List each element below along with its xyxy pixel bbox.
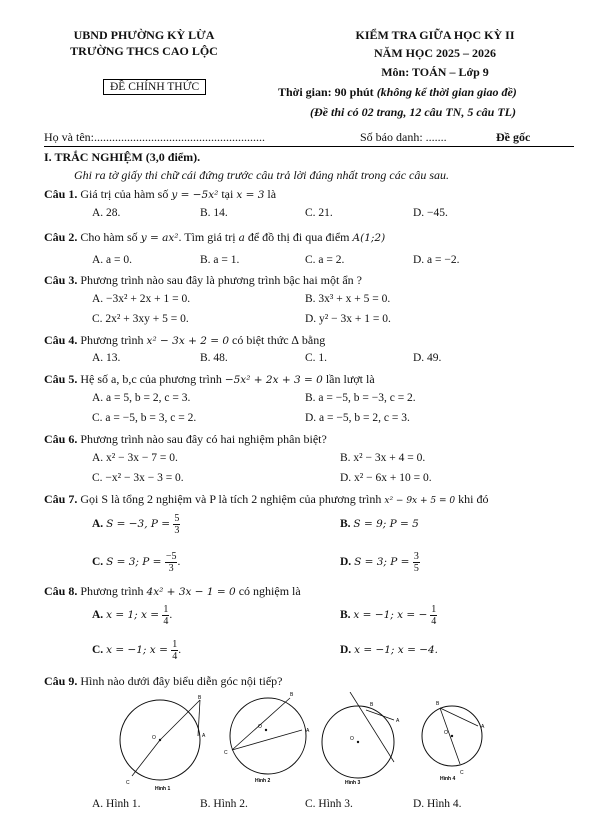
option-2a: A. a = 0. xyxy=(92,254,133,266)
option-8d xyxy=(340,644,438,656)
option-suffix: . xyxy=(177,556,181,569)
question-math: a xyxy=(238,232,245,244)
label-b: B xyxy=(436,701,440,707)
option-math: x = −1; x = xyxy=(106,644,172,657)
option-3c: C. 2x² + 3xy + 5 = 0. xyxy=(92,313,189,325)
question-text: tại xyxy=(221,187,234,201)
option-3a: A. −3x² + 2x + 1 = 0. xyxy=(92,293,191,305)
question-text: là xyxy=(267,187,277,201)
question-label: Câu 2. xyxy=(44,230,78,244)
label-c: C xyxy=(126,780,130,786)
time-line xyxy=(278,85,517,100)
label-a: A xyxy=(396,718,400,724)
question-label: Câu 5. xyxy=(44,372,78,386)
denominator: 4 xyxy=(431,616,437,627)
option-math: S = −3, P = xyxy=(106,518,174,531)
numerator: 5 xyxy=(174,513,180,524)
option-1b: B. 14. xyxy=(200,207,228,219)
question-5 xyxy=(44,372,375,387)
option-suffix: . xyxy=(178,644,182,657)
question-label: Câu 8. xyxy=(44,584,78,598)
option-letter: A. xyxy=(92,518,104,531)
id-field: Số báo danh: ....... xyxy=(360,130,447,144)
denominator: 4 xyxy=(163,616,169,627)
question-6 xyxy=(44,432,327,447)
option-5a: A. a = 5, b = 2, c = 3. xyxy=(92,392,191,404)
numerator: −5 xyxy=(165,551,177,562)
option-1a: A. 28. xyxy=(92,207,121,219)
school-year: NĂM HỌC 2025 – 2026 xyxy=(374,46,496,60)
question-4 xyxy=(44,333,325,348)
question-math: A(1;2) xyxy=(352,232,386,244)
question-text: Phương trình xyxy=(80,333,144,347)
option-3b: B. 3x³ + x + 5 = 0. xyxy=(305,293,391,305)
label-o: O xyxy=(350,736,354,742)
option-5d: D. a = −5, b = 2, c = 3. xyxy=(305,412,410,424)
option-2d: D. a = −2. xyxy=(413,254,460,266)
figure-3 xyxy=(322,692,400,786)
question-label: Câu 6. xyxy=(44,432,78,446)
label-a: A xyxy=(306,728,310,734)
figures xyxy=(100,692,500,792)
question-math: x² − 3x + 2 = 0 xyxy=(146,335,230,347)
section-instruction: Ghi ra tờ giấy thi chữ cái đứng trước câu trả lời đúng nhất trong các câu sau. xyxy=(74,168,450,182)
label-o: O xyxy=(258,724,262,730)
question-math: x = 3 xyxy=(236,189,265,201)
option-1d: D. −45. xyxy=(413,207,448,219)
divider xyxy=(44,146,574,147)
option-6d: D. x² − 6x + 10 = 0. xyxy=(340,472,432,484)
denominator: 3 xyxy=(174,525,180,536)
question-text: Gọi S là tổng 2 nghiệm và P là tích 2 nghiệm của phương trình xyxy=(80,492,382,506)
option-2c: C. a = 2. xyxy=(305,254,345,266)
label-b: B xyxy=(198,695,202,701)
option-2b: B. a = 1. xyxy=(200,254,240,266)
option-math: S = 3; P = xyxy=(106,556,165,569)
option-7a xyxy=(92,513,180,536)
question-text: Phương trình nào sau đây có hai nghiệm phân biệt? xyxy=(80,432,327,446)
time: Thời gian: 90 phút xyxy=(278,85,374,99)
question-text: để đồ thị đi qua điểm xyxy=(247,230,350,244)
option-suffix: . xyxy=(169,609,173,622)
option-letter: D. xyxy=(340,556,352,569)
option-8b xyxy=(340,604,437,627)
label-a: A xyxy=(202,733,206,739)
option-4c: C. 1. xyxy=(305,352,328,364)
question-text: lần lượt là xyxy=(325,372,375,386)
option-9c: C. Hình 3. xyxy=(305,798,353,810)
option-5b: B. a = −5, b = −3, c = 2. xyxy=(305,392,416,404)
denominator: 5 xyxy=(413,563,419,574)
denominator: 4 xyxy=(172,651,178,662)
label-c: C xyxy=(460,770,464,776)
figure-4 xyxy=(422,701,485,782)
label-o: O xyxy=(152,735,156,741)
option-6c: C. −x² − 3x − 3 = 0. xyxy=(92,472,184,484)
fraction xyxy=(430,604,437,627)
numerator: 1 xyxy=(172,639,178,650)
fraction xyxy=(165,551,181,574)
question-text: . Tìm giá trị xyxy=(178,230,236,244)
question-math: 4x² + 3x − 1 = 0 xyxy=(146,586,236,598)
question-label: Câu 4. xyxy=(44,333,78,347)
question-3 xyxy=(44,273,362,288)
option-math: x = 1; x = xyxy=(106,609,163,622)
option-8a xyxy=(92,604,172,627)
question-label: Câu 9. xyxy=(44,674,78,688)
section-title: I. TRẮC NGHIỆM (3,0 điểm). xyxy=(44,150,201,164)
option-4b: B. 48. xyxy=(200,352,228,364)
name-field: Họ và tên:......................................................... xyxy=(44,130,265,144)
question-text: Hình nào dưới đây biểu diễn góc nội tiếp? xyxy=(80,674,283,688)
option-4d: D. 49. xyxy=(413,352,442,364)
numerator: 1 xyxy=(431,604,437,615)
option-math: x = −1; x = −4. xyxy=(354,644,439,656)
question-math: y = ax² xyxy=(140,232,179,244)
label-a: A xyxy=(481,724,485,730)
option-letter: D. xyxy=(340,644,352,656)
question-2 xyxy=(44,230,385,245)
time-note: (không kể thời gian giao đề) xyxy=(376,85,517,99)
question-math: x² − 9x + 5 = 0 xyxy=(384,496,456,506)
question-label: Câu 3. xyxy=(44,273,78,287)
option-letter: C. xyxy=(92,556,104,569)
question-text: Giá trị của hàm số xyxy=(80,187,169,201)
option-5c: C. a = −5, b = 3, c = 2. xyxy=(92,412,197,424)
circle xyxy=(230,698,306,774)
official-box: ĐỀ CHÍNH THỨC xyxy=(103,79,206,95)
caption-2: Hình 2 xyxy=(255,778,271,784)
option-4a: A. 13. xyxy=(92,352,121,364)
option-7c xyxy=(92,551,180,574)
option-letter: B. xyxy=(340,609,351,622)
option-letter: B. xyxy=(340,518,351,530)
option-letter: C. xyxy=(92,644,104,657)
question-label: Câu 1. xyxy=(44,187,78,201)
school-name: TRƯỜNG THCS CAO LỘC xyxy=(70,44,218,58)
subject: Môn: TOÁN – Lớp 9 xyxy=(381,65,489,79)
option-letter: A. xyxy=(92,609,104,622)
fraction xyxy=(413,551,420,574)
caption-3: Hình 3 xyxy=(345,780,361,786)
question-text: Phương trình xyxy=(80,584,144,598)
option-1c: C. 21. xyxy=(305,207,333,219)
option-7b xyxy=(340,518,419,530)
question-text: Cho hàm số xyxy=(80,230,138,244)
option-9a: A. Hình 1. xyxy=(92,798,141,810)
option-8c xyxy=(92,639,181,662)
option-7d xyxy=(340,551,420,574)
question-text: khi đó xyxy=(458,492,489,506)
question-9 xyxy=(44,674,282,689)
numerator: 3 xyxy=(413,551,419,562)
question-math: −5x² + 2x + 3 = 0 xyxy=(224,374,323,386)
exam-title: KIỂM TRA GIỮA HỌC KỲ II xyxy=(355,28,515,42)
label-c: C xyxy=(224,750,228,756)
label-b: B xyxy=(370,702,374,708)
question-7 xyxy=(44,492,488,507)
caption-1: Hình 1 xyxy=(155,786,171,792)
option-6b: B. x² − 3x + 4 = 0. xyxy=(340,452,426,464)
caption-4: Hình 4 xyxy=(440,776,456,782)
option-math: S = 3; P = xyxy=(354,556,413,569)
fraction xyxy=(173,513,180,536)
exam-info: (Đề thi có 02 trang, 12 câu TN, 5 câu TL) xyxy=(310,105,516,119)
label-o: O xyxy=(444,730,448,736)
option-9d: D. Hình 4. xyxy=(413,798,462,810)
question-text: Hệ số a, b,c của phương trình xyxy=(80,372,222,386)
version-label: Đề gốc xyxy=(496,130,531,144)
denominator: 3 xyxy=(168,563,174,574)
option-9b: B. Hình 2. xyxy=(200,798,248,810)
option-math: S = 9; P = 5 xyxy=(353,518,419,530)
figure-2 xyxy=(224,692,310,784)
question-label: Câu 7. xyxy=(44,492,78,506)
question-math: y = −5x² xyxy=(171,189,219,201)
label-b: B xyxy=(290,692,294,698)
question-8 xyxy=(44,584,301,599)
question-text: có biệt thức ∆ bằng xyxy=(232,333,326,347)
question-text: có nghiệm là xyxy=(238,584,301,598)
school-authority: UBND PHƯỜNG KỲ LỪA xyxy=(73,28,215,42)
option-3d: D. y² − 3x + 1 = 0. xyxy=(305,313,391,325)
question-1 xyxy=(44,187,276,202)
numerator: 1 xyxy=(163,604,169,615)
option-math: x = −1; x = − xyxy=(353,609,428,622)
option-6a: A. x² − 3x − 7 = 0. xyxy=(92,452,178,464)
question-text: Phương trình nào sau đây là phương trình bậc hai một ẩn ? xyxy=(80,273,362,287)
figure-1 xyxy=(120,695,206,792)
